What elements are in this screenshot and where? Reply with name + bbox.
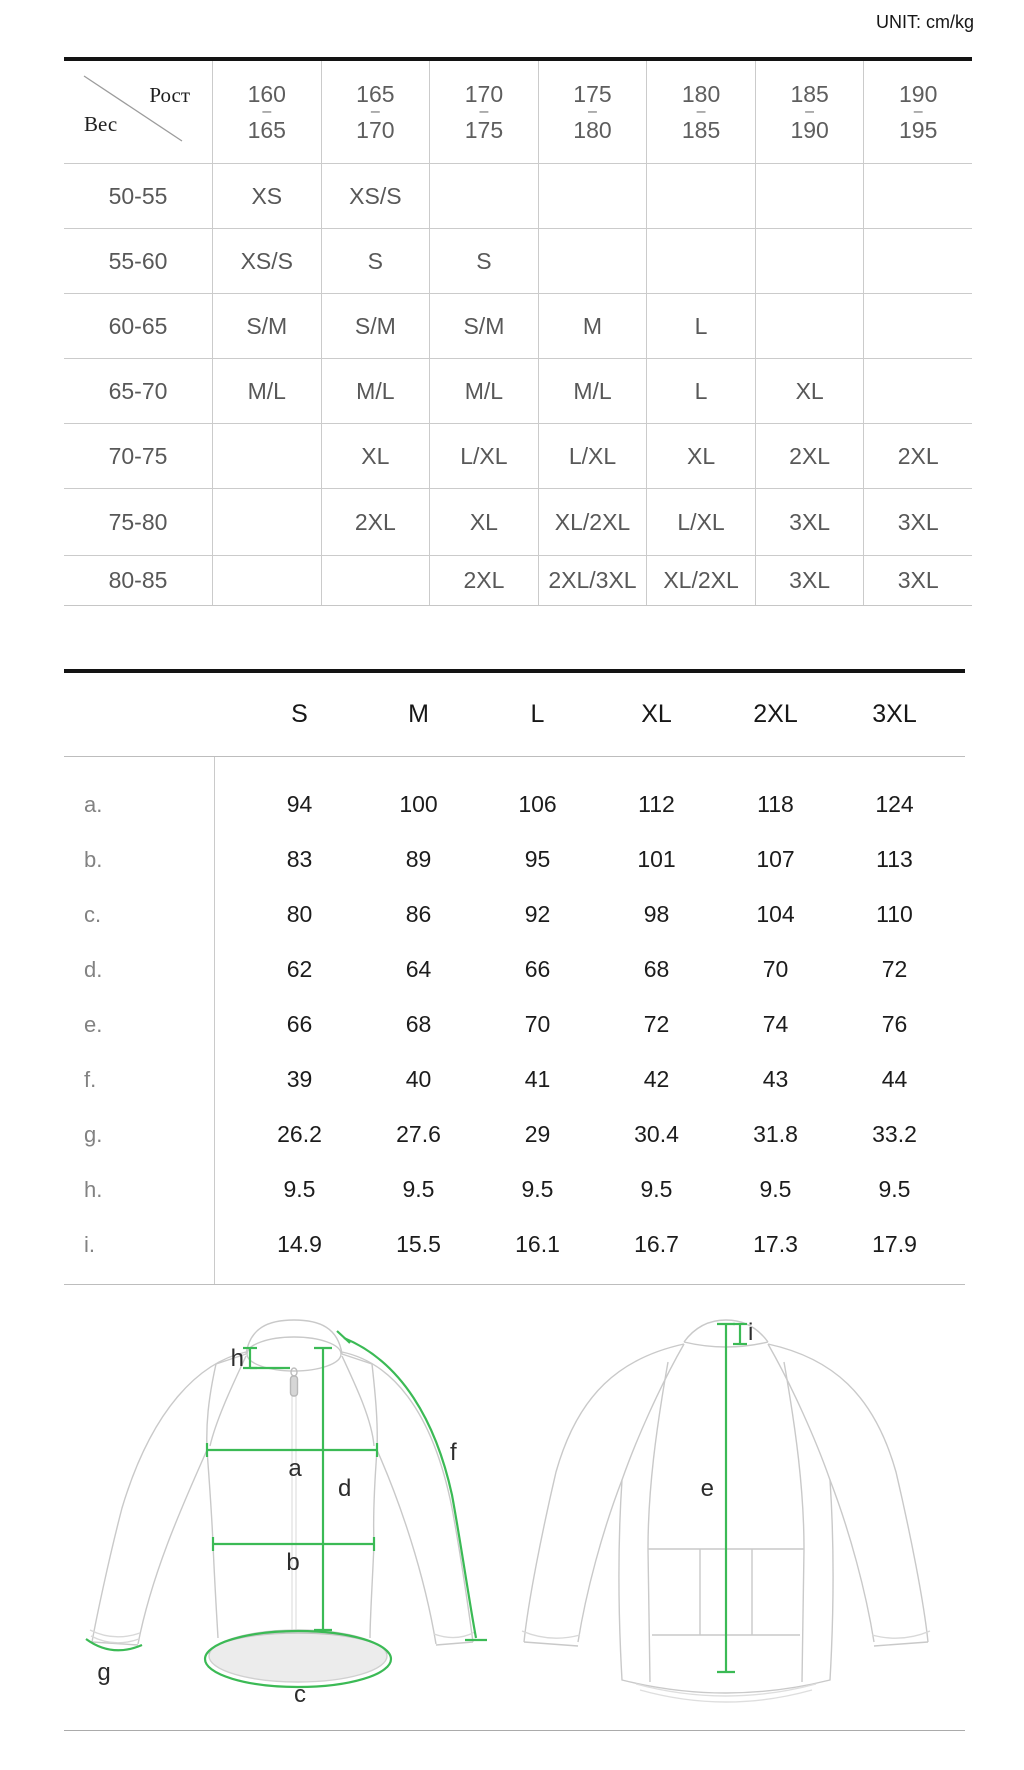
size-cell <box>755 163 864 228</box>
weight-axis-label: Вес <box>84 112 118 136</box>
size-cell: L/XL <box>646 488 755 555</box>
measure-label-a: a <box>288 1455 302 1482</box>
measure-value: 68 <box>643 956 670 982</box>
size-cell: S/M <box>429 293 538 358</box>
size-cell <box>212 488 321 555</box>
size-cell <box>863 163 972 228</box>
weight-range-label: 80-85 <box>64 555 212 605</box>
measure-value: 17.3 <box>753 1231 798 1257</box>
measure-value: 74 <box>762 1011 789 1037</box>
measure-row-label: h. <box>84 1176 103 1202</box>
measure-value: 16.7 <box>634 1231 679 1257</box>
measure-value: 14.9 <box>277 1231 322 1257</box>
size-column-header: S <box>291 700 308 728</box>
unit-label: UNIT: cm/kg <box>875 12 974 32</box>
measure-value: 70 <box>762 956 789 982</box>
table-corner-cell <box>64 61 212 163</box>
range-dash: – <box>588 103 597 121</box>
size-cell: 2XL <box>321 488 430 555</box>
measure-value: 68 <box>405 1011 432 1037</box>
measure-value: 39 <box>286 1066 313 1092</box>
table-row <box>64 1162 965 1217</box>
measure-value: 98 <box>643 901 670 927</box>
measure-value: 70 <box>524 1011 551 1037</box>
measure-value: 40 <box>405 1066 432 1092</box>
measure-row-label: g. <box>84 1121 103 1147</box>
size-cell: L/XL <box>538 423 647 488</box>
size-cell: S <box>321 228 430 293</box>
size-cell: XL <box>755 358 864 423</box>
size-cell: XL/2XL <box>538 488 647 555</box>
measure-value: 106 <box>518 791 557 817</box>
measure-value: 112 <box>638 791 675 817</box>
weight-range-label: 75-80 <box>64 488 212 555</box>
size-cell: M/L <box>538 358 647 423</box>
range-dash: – <box>805 103 815 121</box>
measure-label-c: c <box>294 1681 306 1708</box>
measure-value: 9.5 <box>878 1176 911 1202</box>
measure-value: 118 <box>757 791 794 817</box>
weight-range-label: 60-65 <box>64 293 212 358</box>
size-cell: XS/S <box>321 163 430 228</box>
size-cell: S/M <box>321 293 430 358</box>
measurement-table-body <box>64 757 965 1285</box>
measure-label-g: g <box>97 1659 111 1686</box>
measure-row-label: b. <box>84 846 103 872</box>
measure-value: 31.8 <box>753 1121 798 1147</box>
measure-value: 9.5 <box>759 1176 792 1202</box>
measure-row-label: d. <box>84 956 103 982</box>
measure-value: 15.5 <box>396 1231 441 1257</box>
measure-value: 17.9 <box>872 1231 917 1257</box>
label-column-divider <box>214 757 215 1284</box>
size-cell: XL <box>321 423 430 488</box>
size-cell <box>863 228 972 293</box>
table-row <box>64 1217 965 1272</box>
size-cell: 3XL <box>755 555 864 605</box>
measure-value: 9.5 <box>402 1176 435 1202</box>
height-range-column: 170 – 175 <box>429 61 538 163</box>
height-range-column: 180 – 185 <box>646 61 755 163</box>
size-cell: M/L <box>321 358 430 423</box>
table-row <box>64 832 965 887</box>
size-cell: S <box>429 228 538 293</box>
measure-value: 101 <box>637 846 676 872</box>
range-dash: – <box>370 103 380 121</box>
size-cell: XL/2XL <box>646 555 755 605</box>
size-cell: 2XL <box>429 555 538 605</box>
table-row <box>64 1107 965 1162</box>
size-cell: L <box>646 358 755 423</box>
range-dash: – <box>913 103 923 121</box>
size-cell <box>863 293 972 358</box>
measure-value: 95 <box>524 846 551 872</box>
size-cell: XL <box>429 488 538 555</box>
table-row <box>64 942 965 997</box>
measure-value: 27.6 <box>396 1121 441 1147</box>
weight-range-label: 55-60 <box>64 228 212 293</box>
size-cell: L/XL <box>429 423 538 488</box>
measure-value: 94 <box>286 791 313 817</box>
height-range-column: 160 – 165 <box>212 61 321 163</box>
measure-label-i: i <box>748 1319 754 1346</box>
height-range-column: 190 – 195 <box>863 61 972 163</box>
measure-value: 83 <box>286 846 313 872</box>
measurement-table-header <box>64 673 965 757</box>
size-cell <box>646 228 755 293</box>
size-cell: L <box>646 293 755 358</box>
jersey-front-outline <box>90 1320 475 1682</box>
height-range-column: 175 – 180 <box>538 61 647 163</box>
measure-value: 76 <box>881 1011 908 1037</box>
measure-row-label: e. <box>84 1011 103 1037</box>
bottom-divider <box>64 1730 965 1731</box>
measure-value: 124 <box>875 791 914 817</box>
height-axis-label: Рост <box>149 83 190 107</box>
measure-value: 29 <box>524 1121 551 1147</box>
size-cell: 3XL <box>863 488 972 555</box>
measure-line-f <box>344 1338 476 1638</box>
size-cell: S/M <box>212 293 321 358</box>
measure-label-e: e <box>700 1475 714 1502</box>
measure-value: 26.2 <box>277 1121 322 1147</box>
size-column-header: M <box>408 700 429 728</box>
size-cell <box>755 293 864 358</box>
size-column-header: L <box>530 700 545 728</box>
weight-range-label: 65-70 <box>64 358 212 423</box>
measure-row-label: f. <box>84 1066 97 1092</box>
measure-value: 89 <box>405 846 432 872</box>
measurement-table <box>64 669 965 1285</box>
size-cell <box>212 423 321 488</box>
height-range-column: 185 – 190 <box>755 61 864 163</box>
weight-range-label: 50-55 <box>64 163 212 228</box>
size-cell: 2XL <box>755 423 864 488</box>
size-cell: M/L <box>212 358 321 423</box>
measure-label-b: b <box>286 1549 300 1576</box>
measure-value: 41 <box>524 1066 551 1092</box>
measure-value: 9.5 <box>640 1176 673 1202</box>
table-row <box>64 1052 965 1107</box>
range-dash: – <box>696 103 706 121</box>
size-cell: 2XL/3XL <box>538 555 647 605</box>
measure-value: 62 <box>286 956 313 982</box>
size-cell: XS/S <box>212 228 321 293</box>
measure-value: 30.4 <box>634 1121 679 1147</box>
range-dash: – <box>479 103 489 121</box>
measure-value: 113 <box>876 846 913 872</box>
measure-value: 86 <box>405 901 432 927</box>
measure-value: 9.5 <box>283 1176 316 1202</box>
size-cell: XS <box>212 163 321 228</box>
measure-value: 9.5 <box>521 1176 554 1202</box>
size-cell: XL <box>646 423 755 488</box>
measure-value: 44 <box>881 1066 908 1092</box>
size-cell: 3XL <box>863 555 972 605</box>
measure-value: 66 <box>286 1011 313 1037</box>
measure-value: 16.1 <box>515 1231 560 1257</box>
measure-value: 104 <box>756 901 795 927</box>
range-dash: – <box>262 103 272 121</box>
size-cell: M/L <box>429 358 538 423</box>
size-cell <box>538 228 647 293</box>
size-cell: 3XL <box>755 488 864 555</box>
size-cell <box>538 163 647 228</box>
measure-value: 42 <box>643 1066 670 1092</box>
table-row <box>64 777 965 832</box>
measure-value: 100 <box>399 791 438 817</box>
measure-value: 64 <box>405 956 432 982</box>
measure-row-label: i. <box>84 1231 95 1257</box>
size-cell <box>755 228 864 293</box>
measure-value: 66 <box>524 956 551 982</box>
size-compatibility-table <box>64 57 972 606</box>
measure-value: 33.2 <box>872 1121 917 1147</box>
size-cell <box>863 358 972 423</box>
size-cell: 2XL <box>863 423 972 488</box>
measurement-lines <box>86 1324 747 1687</box>
measure-value: 110 <box>876 901 913 927</box>
measure-value: 92 <box>524 901 551 927</box>
size-column-header: 3XL <box>872 700 917 728</box>
measure-value: 107 <box>756 846 795 872</box>
table-row <box>64 997 965 1052</box>
measure-row-label: c. <box>84 901 102 927</box>
measure-label-d: d <box>338 1475 352 1502</box>
size-column-header: 2XL <box>753 700 798 728</box>
size-diagram <box>0 1290 1024 1740</box>
weight-range-label: 70-75 <box>64 423 212 488</box>
measure-value: 72 <box>881 956 908 982</box>
measure-value: 80 <box>286 901 313 927</box>
measure-label-f: f <box>450 1439 457 1466</box>
size-cell <box>321 555 430 605</box>
size-cell <box>646 163 755 228</box>
size-column-header: XL <box>641 700 672 728</box>
measure-value: 72 <box>643 1011 670 1037</box>
size-cell <box>429 163 538 228</box>
table-row <box>64 887 965 942</box>
measure-label-h: h <box>230 1345 244 1372</box>
measure-value: 43 <box>762 1066 789 1092</box>
size-cell <box>212 555 321 605</box>
measure-row-label: a. <box>84 791 103 817</box>
size-cell: M <box>538 293 647 358</box>
height-range-column: 165 – 170 <box>321 61 430 163</box>
